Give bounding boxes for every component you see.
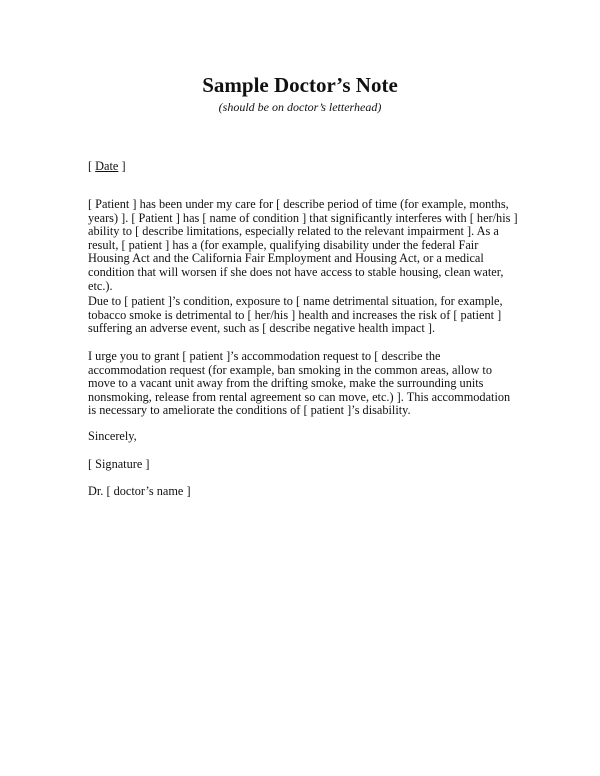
- page-title: Sample Doctor’s Note: [202, 73, 398, 97]
- signature-placeholder: [ Signature ]: [88, 457, 150, 471]
- paragraph-exposure: Due to [ patient ]’s condition, exposure to [ name detrimental situation, for example, tobacco smoke is detrimental to [ her/his ] health and increases the risk of [ patient ] suffering an adverse event, such as [ describe negative health impact ].: [88, 294, 503, 336]
- page-subtitle: (should be on doctor’s letterhead): [218, 100, 382, 114]
- doctor-name: Dr. [ doctor’s name ]: [88, 484, 191, 498]
- date-placeholder: Date: [95, 159, 119, 173]
- paragraph-accommodation-request: I urge you to grant [ patient ]’s accommodation request to [ describe the accommodation request (for example, ban smoking in the common areas, allow to move to a vacant unit away from the drifting smoke, make the surrounding units nonsmoking, release from rental agreement so can move, etc.) ]. This accommodation is necessary to ameliorate the conditions of [ patient ]’s disability.: [88, 349, 511, 418]
- date-line: [88, 160, 518, 174]
- date-close-bracket: ]: [118, 159, 126, 173]
- closing-line: Sincerely,: [88, 429, 137, 443]
- date-open-bracket: [: [88, 159, 96, 173]
- paragraph-condition: [ Patient ] has been under my care for [ describe period of time (for example, months, years) ]. [ Patient ] has [ name of condition ] that significantly interferes with [ her/his ] ability to [ describe limitations, especially related to the relevant impairment ]. As a result, [ patient ] has a (for example, qualifying disability under the federal Fair Housing Act and the California Fair Employment and Housing Act, or a medical condition that will worsen if she does not have access to stable housing, clean water, etc.).: [88, 197, 518, 293]
